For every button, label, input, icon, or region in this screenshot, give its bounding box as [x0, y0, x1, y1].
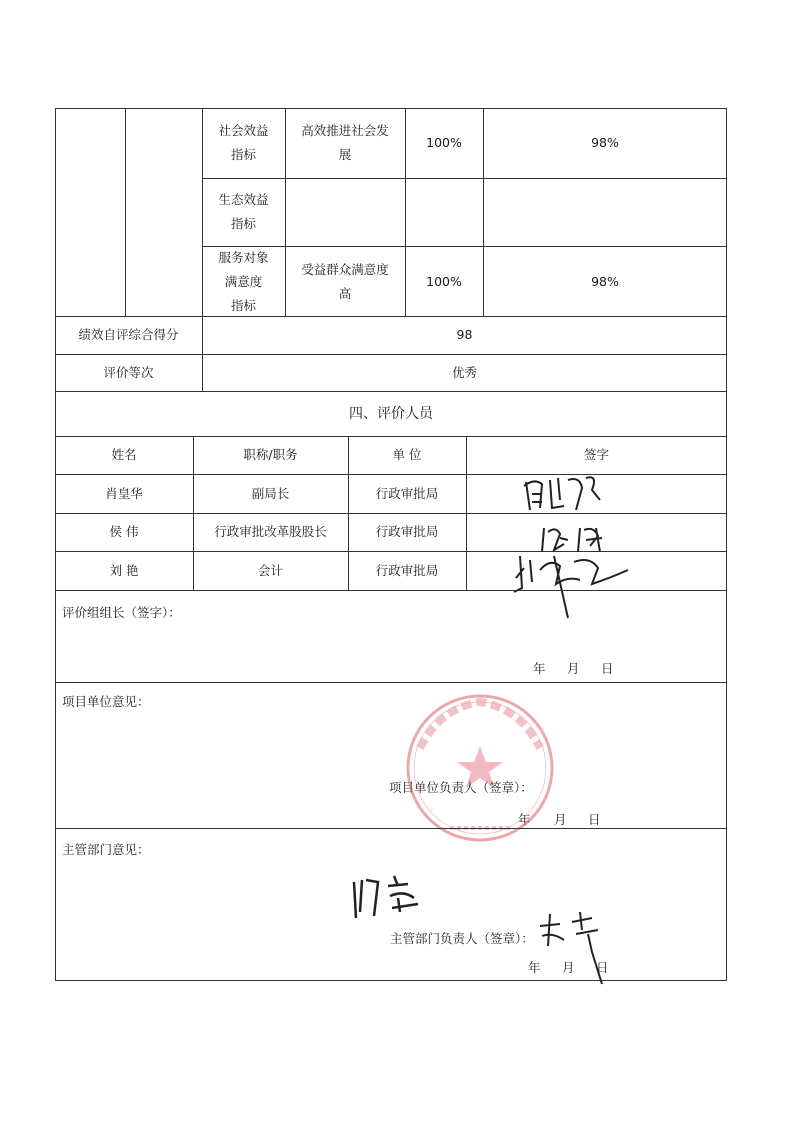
date-day: 日 — [601, 661, 614, 676]
personnel-name: 肖皇华 — [105, 485, 143, 501]
indicator-target: 100% — [426, 135, 462, 150]
personnel-header-title: 职称/职务 — [243, 447, 298, 462]
indicator-category-line: 满意度 — [224, 273, 263, 289]
grade-value: 优秀 — [451, 365, 477, 380]
personnel-name: 刘 艳 — [109, 563, 139, 578]
date-day: 日 — [588, 812, 601, 827]
personnel-header-name: 姓名 — [111, 447, 137, 462]
date-year: 年 — [528, 960, 541, 975]
personnel-header-unit: 单 位 — [392, 447, 422, 462]
personnel-title: 副局长 — [251, 485, 290, 501]
personnel-unit: 行政审批局 — [375, 563, 439, 578]
indicator-detail-line: 高 — [338, 285, 352, 301]
date-month: 月 — [554, 812, 567, 827]
score-label: 绩效自评综合得分 — [78, 327, 179, 342]
personnel-title: 会计 — [257, 563, 283, 578]
indicator-target: 100% — [426, 273, 462, 289]
handwritten-signature — [348, 872, 428, 922]
unit-sign-label: 项目单位负责人（签章）： — [389, 780, 533, 795]
indicator-detail-line: 展 — [338, 147, 352, 162]
indicator-category-line: 社会效益 — [218, 123, 269, 138]
personnel-unit: 行政审批局 — [375, 485, 439, 501]
date-month: 月 — [562, 960, 575, 975]
indicator-actual: 98% — [591, 135, 619, 150]
indicator-category-line: 生态效益 — [218, 192, 269, 207]
date-day: 日 — [596, 960, 609, 975]
section-title: 四、评价人员 — [349, 406, 433, 422]
indicator-category-line: 指标 — [230, 216, 256, 231]
indicator-row — [202, 108, 285, 178]
score-value: 98 — [456, 327, 473, 342]
indicator-category-line: 服务对象 — [218, 249, 269, 265]
indicator-category-line: 指标 — [230, 147, 256, 162]
date-year: 年 — [533, 661, 546, 676]
dept-date — [528, 958, 628, 978]
handwritten-signature — [520, 470, 610, 518]
indicator-row — [202, 178, 285, 246]
personnel-title: 行政审批改革股股长 — [214, 524, 327, 539]
indicator-category-line: 指标 — [230, 297, 256, 313]
leader-date — [533, 659, 633, 679]
indicator-detail-line: 高效推进社会发 — [301, 123, 389, 138]
indicator-actual: 98% — [591, 273, 619, 289]
unit-opinion-label: 项目单位意见： — [62, 694, 150, 709]
indicator-detail-line: 受益群众满意度 — [301, 261, 389, 277]
indicator-row — [202, 246, 285, 317]
personnel-header-signature: 签字 — [583, 447, 609, 462]
leader-label: 评价组组长（签字）： — [62, 605, 181, 620]
grade-label: 评价等次 — [103, 365, 154, 380]
personnel-name: 侯 伟 — [109, 524, 139, 539]
dept-opinion-label: 主管部门意见： — [62, 842, 150, 857]
official-seal — [400, 688, 560, 848]
dept-sign-label: 主管部门负责人（签章）： — [390, 931, 534, 946]
personnel-unit: 行政审批局 — [375, 524, 439, 539]
date-month: 月 — [567, 661, 580, 676]
date-year: 年 — [518, 812, 531, 827]
